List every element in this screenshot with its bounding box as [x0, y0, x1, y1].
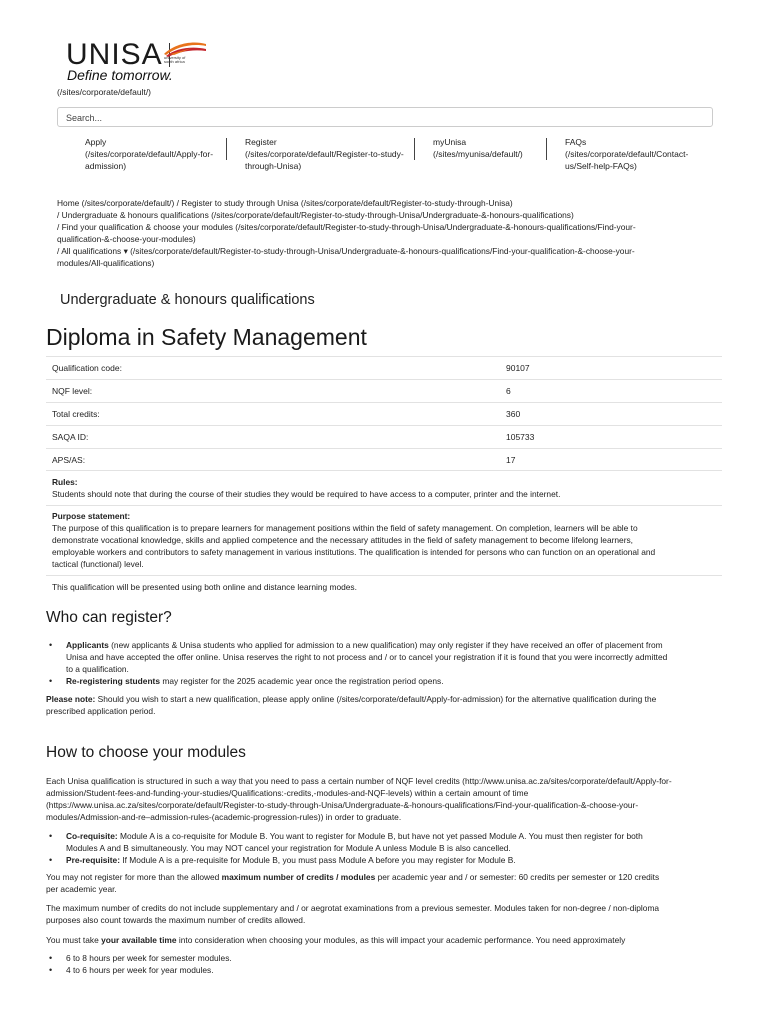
purpose-line: tactical (functional) level.	[52, 559, 144, 569]
delivery-modes-text: This qualification will be presented using both online and distance learning modes.	[52, 582, 357, 592]
divider	[46, 575, 722, 576]
breadcrumb-line[interactable]: / Find your qualification & choose your modules (/sites/corporate/default/Register-to-study-through-Unisa/Undergraduate-&-honours-qualifications/Find-your-	[57, 222, 636, 232]
applicants-text: Unisa and have accepted the offer online. Unisa reserves the right to not process and / or to cancel your registration if it is found that you were incorrectly admitted	[66, 652, 668, 662]
fact-value: 360	[500, 403, 722, 426]
list-item	[66, 639, 722, 675]
fact-label: Qualification code:	[46, 357, 500, 380]
rules-text: Students should note that during the course of their studies they would be required to have access to a computer, printer and the internet.	[52, 489, 561, 499]
credits-line[interactable]: (https://www.unisa.ac.za/sites/corporate/default/Register-to-study-through-Unisa/Undergraduate-&-honours-qualifications/Find-your-qualification-&-choose-your-	[46, 800, 639, 810]
section-label: Undergraduate & honours qualifications	[60, 292, 315, 308]
max-credits-text: You may not register for more than the allowed	[46, 872, 222, 882]
co-requisite-label: Co-requisite:	[66, 831, 118, 841]
nav-register-url: (/sites/corporate/default/Register-to-study-through-Unisa)	[245, 149, 404, 171]
purpose-line: demonstrate vocational knowledge, skills and applied competence and the necessary attitudes in the field of safety management to become lifelong learners,	[52, 535, 634, 545]
table-row	[46, 403, 722, 426]
search-box[interactable]	[57, 107, 713, 127]
please-note-text[interactable]: Should you wish to start a new qualification, please apply online (/sites/corporate/default/Apply-for-admission) for the alternative qualification during the	[95, 694, 657, 704]
nav-apply-url: (/sites/corporate/default/Apply-for-admission)	[85, 149, 214, 171]
search-input[interactable]	[58, 109, 712, 127]
list-item	[66, 675, 722, 687]
nav-divider	[226, 138, 227, 160]
credits-line[interactable]: admission/Student-fees-and-funding-your-studies/Qualifications:-credits,-modules-and-NQF-levels) within a certain amount of time	[46, 788, 529, 798]
breadcrumb-line[interactable]: / All qualifications ▾ (/sites/corporate/default/Register-to-study-through-Unisa/Undergraduate-&-honours-qualifications/Find-your-qualification-&-choose-your-	[57, 246, 635, 256]
page-title: Diploma in Safety Management	[46, 324, 367, 350]
breadcrumb	[57, 197, 727, 269]
nav-myunisa-url: (/sites/myunisa/default/)	[433, 149, 523, 159]
rules-block	[46, 476, 728, 500]
please-note	[46, 693, 726, 717]
list-item: • 6 to 8 hours per week for semester modules.	[66, 952, 722, 964]
supplementary-line: The maximum number of credits do not include supplementary and / or aegrotat examinations from a previous semester. Modules taken for non-degree / non-diploma	[46, 903, 660, 913]
nav-myunisa[interactable]	[433, 136, 543, 160]
table-row	[46, 380, 722, 403]
choose-modules-heading: How to choose your modules	[46, 744, 246, 761]
qualification-facts-table	[46, 356, 722, 471]
fact-label: Total credits:	[46, 403, 500, 426]
available-time-text: into consideration when choosing your modules, as this will impact your academic performance. You need approximately	[176, 935, 626, 945]
logo-link-url[interactable]: (/sites/corporate/default/)	[57, 87, 152, 97]
purpose-line: employable workers and contributors to safety management in various institutions. The qualification is intended for persons who can function on an operational and	[52, 547, 656, 557]
fact-value: 17	[500, 449, 722, 472]
available-time-paragraph	[46, 934, 726, 946]
nav-divider	[546, 138, 547, 160]
fact-value: 90107	[500, 357, 722, 380]
pre-requisite-label: Pre-requisite:	[66, 855, 120, 865]
fact-label: APS/AS:	[46, 449, 500, 472]
list-item	[66, 830, 722, 854]
fact-value: 6	[500, 380, 722, 403]
logo-subtitle: university of south africa	[164, 55, 186, 64]
requisite-list	[46, 830, 722, 866]
list-item: • 4 to 6 hours per week for year modules.	[66, 964, 722, 976]
nav-myunisa-label: myUnisa	[433, 137, 467, 147]
who-can-register-heading: Who can register?	[46, 609, 172, 626]
breadcrumb-line[interactable]: modules/All-qualifications)	[57, 258, 155, 268]
purpose-block	[46, 510, 728, 570]
co-requisite-text: Modules A and B simultaneously. You may NOT cancel your registration for Module A unless Module B is also cancelled.	[66, 843, 511, 853]
delivery-modes	[46, 581, 728, 593]
hours-list	[46, 952, 722, 976]
purpose-line: The purpose of this qualification is to prepare learners for management positions within the field of safety management. On completion, learners will be able to	[52, 523, 638, 533]
supplementary-line: purposes also count towards the maximum number of credits allowed.	[46, 915, 306, 925]
tagline: Define tomorrow.	[67, 67, 173, 83]
list-item	[66, 854, 722, 866]
applicants-label: Applicants	[66, 640, 109, 650]
please-note-label: Please note:	[46, 694, 96, 704]
available-time-text: You must take	[46, 935, 102, 945]
nav-apply[interactable]	[85, 136, 220, 172]
fact-label: SAQA ID:	[46, 426, 500, 449]
fact-value: 105733	[500, 426, 722, 449]
nav-apply-label: Apply	[85, 137, 107, 147]
max-credits-text: per academic year and / or semester: 60 credits per semester or 120 credits	[375, 872, 660, 882]
breadcrumb-line[interactable]: qualification-&-choose-your-modules)	[57, 234, 196, 244]
purpose-label: Purpose statement:	[52, 511, 131, 521]
nav-register[interactable]	[245, 136, 405, 172]
available-time-bold: your available time	[101, 935, 177, 945]
nav-faqs-label: FAQs	[565, 137, 587, 147]
logo-wordmark: UNISA	[66, 38, 163, 71]
table-row	[46, 357, 722, 380]
nav-divider	[414, 138, 415, 160]
pre-requisite-text: If Module A is a pre-requisite for Module B, you must pass Module A before you may register for Module B.	[120, 855, 516, 865]
please-note-text: prescribed application period.	[46, 706, 156, 716]
reregistering-text: may register for the 2025 academic year once the registration period opens.	[160, 676, 444, 686]
divider	[46, 470, 722, 471]
who-can-register-list	[46, 639, 722, 687]
table-row	[46, 426, 722, 449]
credits-line[interactable]: modules/Admission-and-re–admission-rules-(academic-progression-rules)) in order to graduate.	[46, 812, 402, 822]
max-credits-paragraph	[46, 871, 726, 895]
credits-line[interactable]: Each Unisa qualification is structured in such a way that you need to pass a certain number of NQF level credits (http://www.unisa.ac.za/sites/corporate/default/Apply-for-	[46, 776, 672, 786]
breadcrumb-line[interactable]: Home (/sites/corporate/default/) / Register to study through Unisa (/sites/corporate/default/Register-to-study-through-Unisa)	[57, 198, 513, 208]
divider	[46, 505, 722, 506]
nav-faqs-url: (/sites/corporate/default/Contact-us/Self-help-FAQs)	[565, 149, 689, 171]
nav-faqs[interactable]	[565, 136, 715, 172]
rules-label: Rules:	[52, 477, 78, 487]
supplementary-paragraph	[46, 902, 726, 926]
nav-register-label: Register	[245, 137, 277, 147]
co-requisite-text: Module A is a co-requisite for Module B. You want to register for Module B, but have not yet passed Module A. You must then register for both	[117, 831, 643, 841]
reregistering-label: Re-registering students	[66, 676, 161, 686]
breadcrumb-line[interactable]: / Undergraduate & honours qualifications (/sites/corporate/default/Register-to-study-through-Unisa/Undergraduate-&-honours-qualifications)	[57, 210, 574, 220]
credits-paragraph	[46, 775, 726, 823]
table-row	[46, 449, 722, 472]
applicants-text: to a qualification.	[66, 664, 129, 674]
unisa-logo[interactable]	[66, 38, 186, 71]
fact-label: NQF level:	[46, 380, 500, 403]
max-credits-bold: maximum number of credits / modules	[221, 872, 376, 882]
max-credits-text: per academic year.	[46, 884, 117, 894]
applicants-text: (new applicants & Unisa students who applied for admission to a new qualification) may only register if they have received an offer of placement from	[108, 640, 663, 650]
